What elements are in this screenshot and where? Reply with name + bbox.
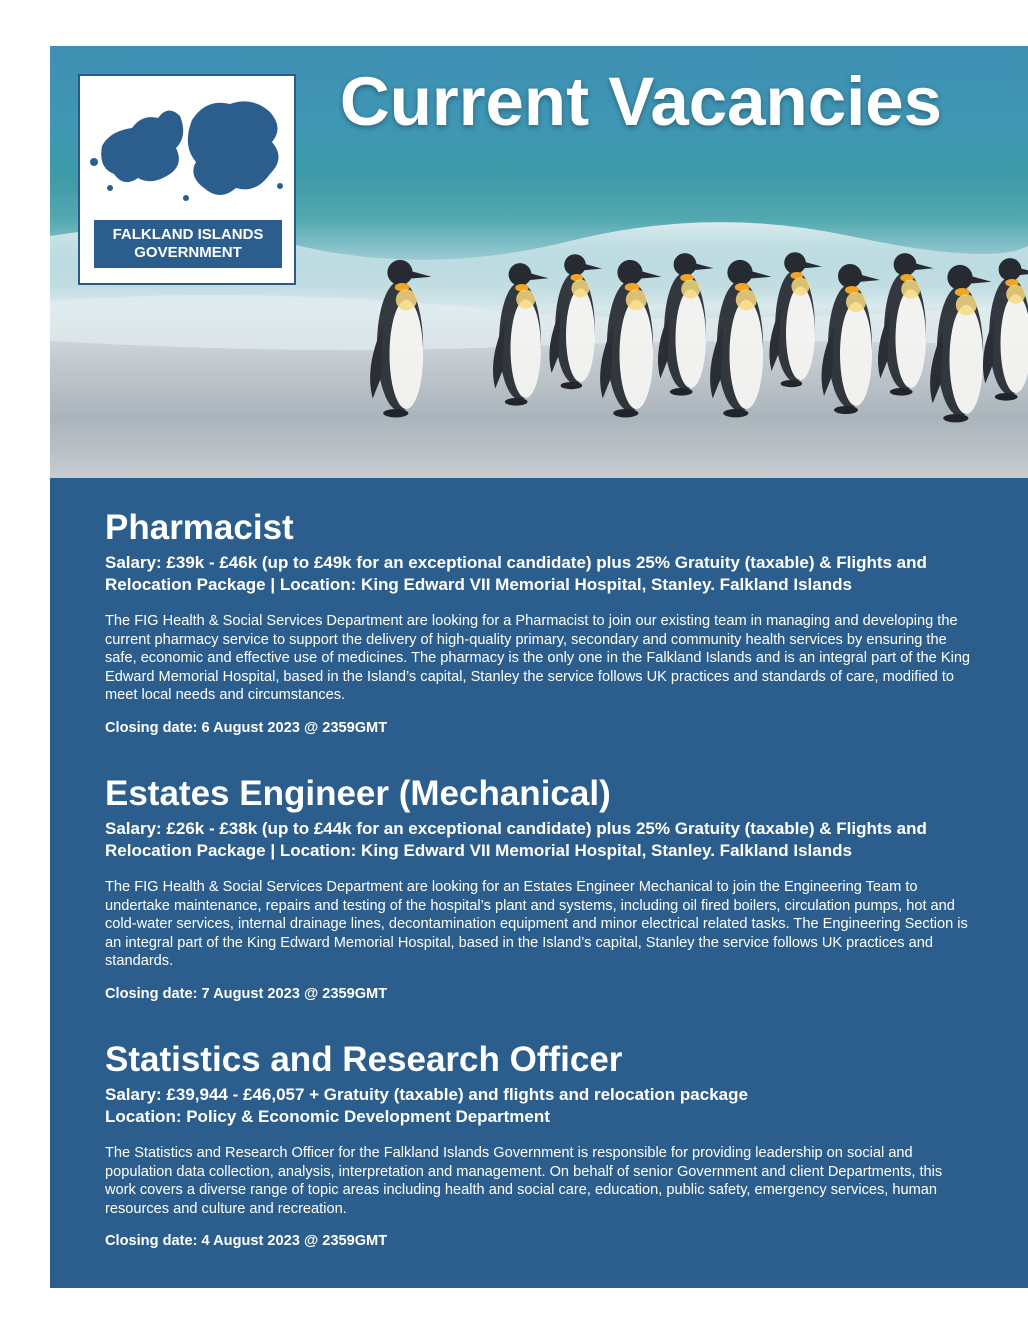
salary-line-1: Salary: £39k - £46k (up to £49k for an exceptional candidate) plus 25% Gratuity (taxable) & Flights and bbox=[105, 553, 927, 572]
logo-wordmark bbox=[94, 220, 282, 268]
job-description: The FIG Health & Social Services Department are looking for an Estates Engineer Mechanical to join the Engineering Team to undertake maintenance, repairs and testing of the hospital’s plant and systems, including oil fired boilers, circulation pumps, hot and cold-water services, internal drainage lines, decontamination equipment and minor electrical related tasks. The Engineering Section is an integral part of the King Edward Memorial Hospital, based in the Island’s capital, Stanley the service follows UK practices and standards. bbox=[105, 879, 968, 970]
salary-line-2: Location: Policy & Economic Development Department bbox=[105, 1107, 550, 1126]
logo-line-1: FALKLAND ISLANDS bbox=[112, 226, 264, 243]
salary-line-1: Salary: £39,944 - £46,057 + Gratuity (taxable) and flights and relocation package bbox=[105, 1085, 748, 1104]
job-description: The FIG Health & Social Services Department are looking for a Pharmacist to join our existing team in managing and developing the current pharmacy service to support the delivery of high-quality primary, secondary and community health services by ensuring the safe, economic and effective use of medicines. The pharmacy is the only one in the Falkland Islands and is an integral part of the King Edward Memorial Hospital, based in the Island’s capital, Stanley the service follows UK practices and standards of care, modified to meet local needs and circumstances. bbox=[105, 613, 971, 704]
vacancies-panel bbox=[50, 478, 1028, 1288]
closing-date: Closing date: 7 August 2023 @ 2359GMT bbox=[105, 985, 388, 1002]
fig-logo bbox=[78, 74, 296, 285]
job-salary bbox=[105, 818, 975, 862]
job-salary bbox=[105, 1084, 975, 1128]
closing-date: Closing date: 4 August 2023 @ 2359GMT bbox=[105, 1233, 388, 1250]
salary-line-2: Relocation Package | Location: King Edward VII Memorial Hospital, Stanley. Falkland Islands bbox=[105, 575, 852, 594]
job-salary bbox=[105, 552, 975, 596]
salary-line-2: Relocation Package | Location: King Edward VII Memorial Hospital, Stanley. Falkland Islands bbox=[105, 841, 852, 860]
job-title: Estates Engineer (Mechanical) bbox=[105, 774, 611, 813]
job-listing-estates-engineer bbox=[105, 774, 975, 1004]
job-listing-pharmacist bbox=[105, 508, 975, 738]
job-title: Statistics and Research Officer bbox=[105, 1040, 623, 1079]
salary-line-1: Salary: £26k - £38k (up to £44k for an exceptional candidate) plus 25% Gratuity (taxable) & Flights and bbox=[105, 819, 927, 838]
falkland-islands-map-icon bbox=[80, 76, 294, 216]
job-listing-statistics-officer bbox=[105, 1040, 975, 1251]
job-description: The Statistics and Research Officer for the Falkland Islands Government is responsible for providing leadership on social and population data collection, analysis, interpretation and management. On behalf of senior Government and client Departments, this work covers a diverse range of topic areas including health and social care, education, public safety, emergency services, human resources and culture and recreation. bbox=[105, 1145, 943, 1217]
closing-date: Closing date: 6 August 2023 @ 2359GMT bbox=[105, 719, 388, 736]
page-title: Current Vacancies bbox=[339, 63, 942, 140]
logo-line-2: GOVERNMENT bbox=[134, 244, 242, 261]
job-title: Pharmacist bbox=[105, 508, 294, 547]
